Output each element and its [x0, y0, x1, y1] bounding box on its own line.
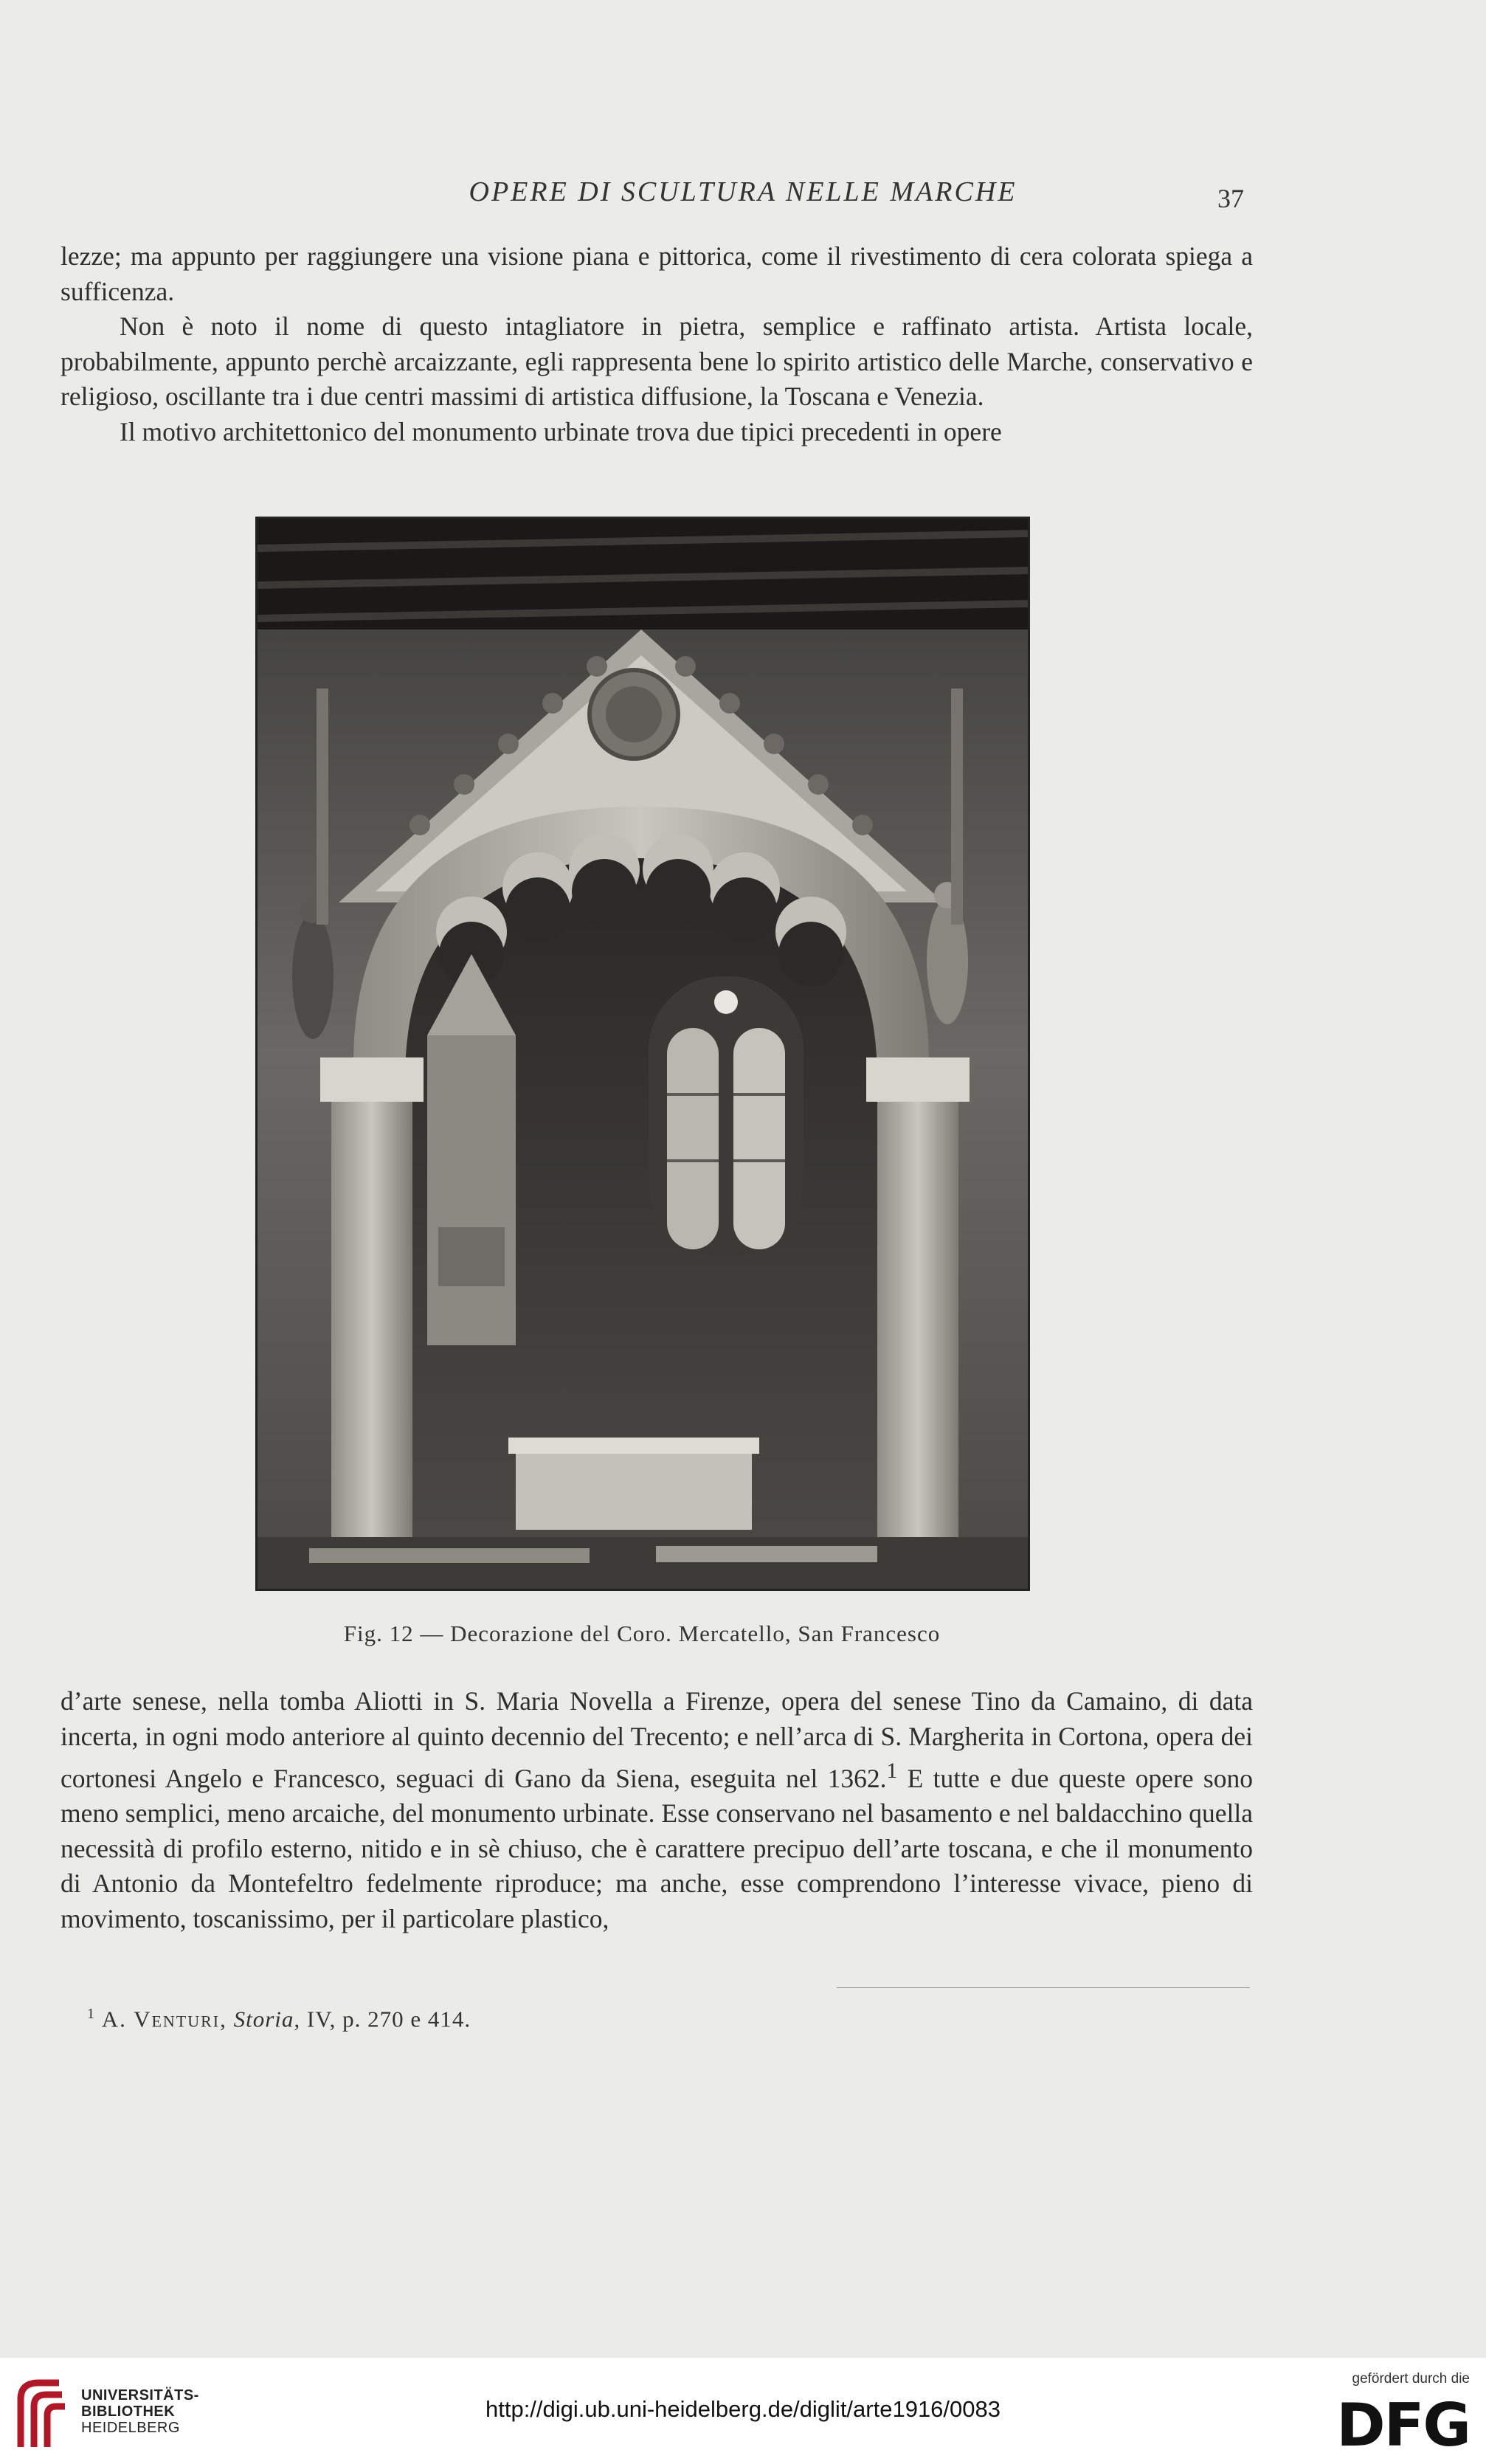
paragraph: lezze; ma appunto per raggiungere una visione piana e pittorica, come il rivestimento di cera colorata spiega a sufficenza.: [61, 241, 1253, 306]
footnote-title: Storia,: [233, 2006, 301, 2032]
footnote-author: A. Venturi,: [101, 2006, 227, 2032]
body-text-top: [61, 239, 1253, 449]
page-number: 37: [1217, 184, 1244, 213]
library-name-line: UNIVERSITÄTS-: [81, 2387, 199, 2403]
text-before-note: d’arte senese, nella tomba Aliotti in S. Maria Novella a Firenze, opera del senese Tino da Camaino, di data incerta, in ogni modo anteriore al quinto decennio del Trecento; e nell’arca di S. Margherita in Cortona, opera dei cortonesi Angelo e Francesco, seguaci di Gano da Siena, eseguita nel 1362.: [61, 1686, 1253, 1793]
body-text-bottom: [61, 1684, 1253, 1936]
footnote-reference-text: IV, p. 270 e 414.: [306, 2006, 471, 2032]
permalink-url[interactable]: http://digi.ub.uni-heidelberg.de/diglit/arte1916/0083: [485, 2396, 1001, 2422]
footnote-divider: [837, 1987, 1250, 1988]
paragraph: Il motivo architettonico del monumento urbinate trova due tipici precedenti in opere: [120, 416, 1002, 446]
paragraph: [61, 1684, 1253, 1936]
library-name-line: HEIDELBERG: [81, 2420, 180, 2436]
paragraph: Non è noto il nome di questo intagliatore in pietra, semplice e raffinato artista. Artista locale, probabilmente, appunto perchè arcaizzante, egli rappresenta bene lo spirito artistico delle Marche, conservativo e religioso, oscillante tra i due centri massimi di artistica diffusione, la Toscana e Venezia.: [61, 311, 1253, 411]
library-name-line: BIBLIOTHEK: [81, 2403, 176, 2420]
footnote-reference[interactable]: 1: [886, 1759, 898, 1783]
figure-caption: Fig. 12 — Decorazione del Coro. Mercatello, San Francesco: [343, 1621, 941, 1646]
running-title: OPERE DI SCULTURA NELLE MARCHE: [469, 176, 1017, 207]
footnote-marker: 1: [87, 2006, 95, 2022]
text-after-note: E tutte e due queste opere sono meno semplici, meno arcaiche, del monumento urbinate. Esse conservano nel basamento e nel baldacchino quella necessità di profilo esterno, nitido e in sè chiuso, che è carattere precipuo dell’arte toscana, e che il monumento di Antonio da Montefeltro fedelmente riproduce; ma anche, esse comprendono l’interesse vivace, pieno di movimento, toscanissimo, per il particolare plastico,: [61, 1763, 1253, 1933]
footnote: [87, 2006, 471, 2032]
funded-by-label: gefördert durch die: [1352, 2371, 1470, 2387]
figure-photo-choir-decoration: [255, 517, 1030, 1591]
dfg-logo: DFG: [1336, 2391, 1470, 2460]
digitization-footer: [0, 2358, 1486, 2464]
